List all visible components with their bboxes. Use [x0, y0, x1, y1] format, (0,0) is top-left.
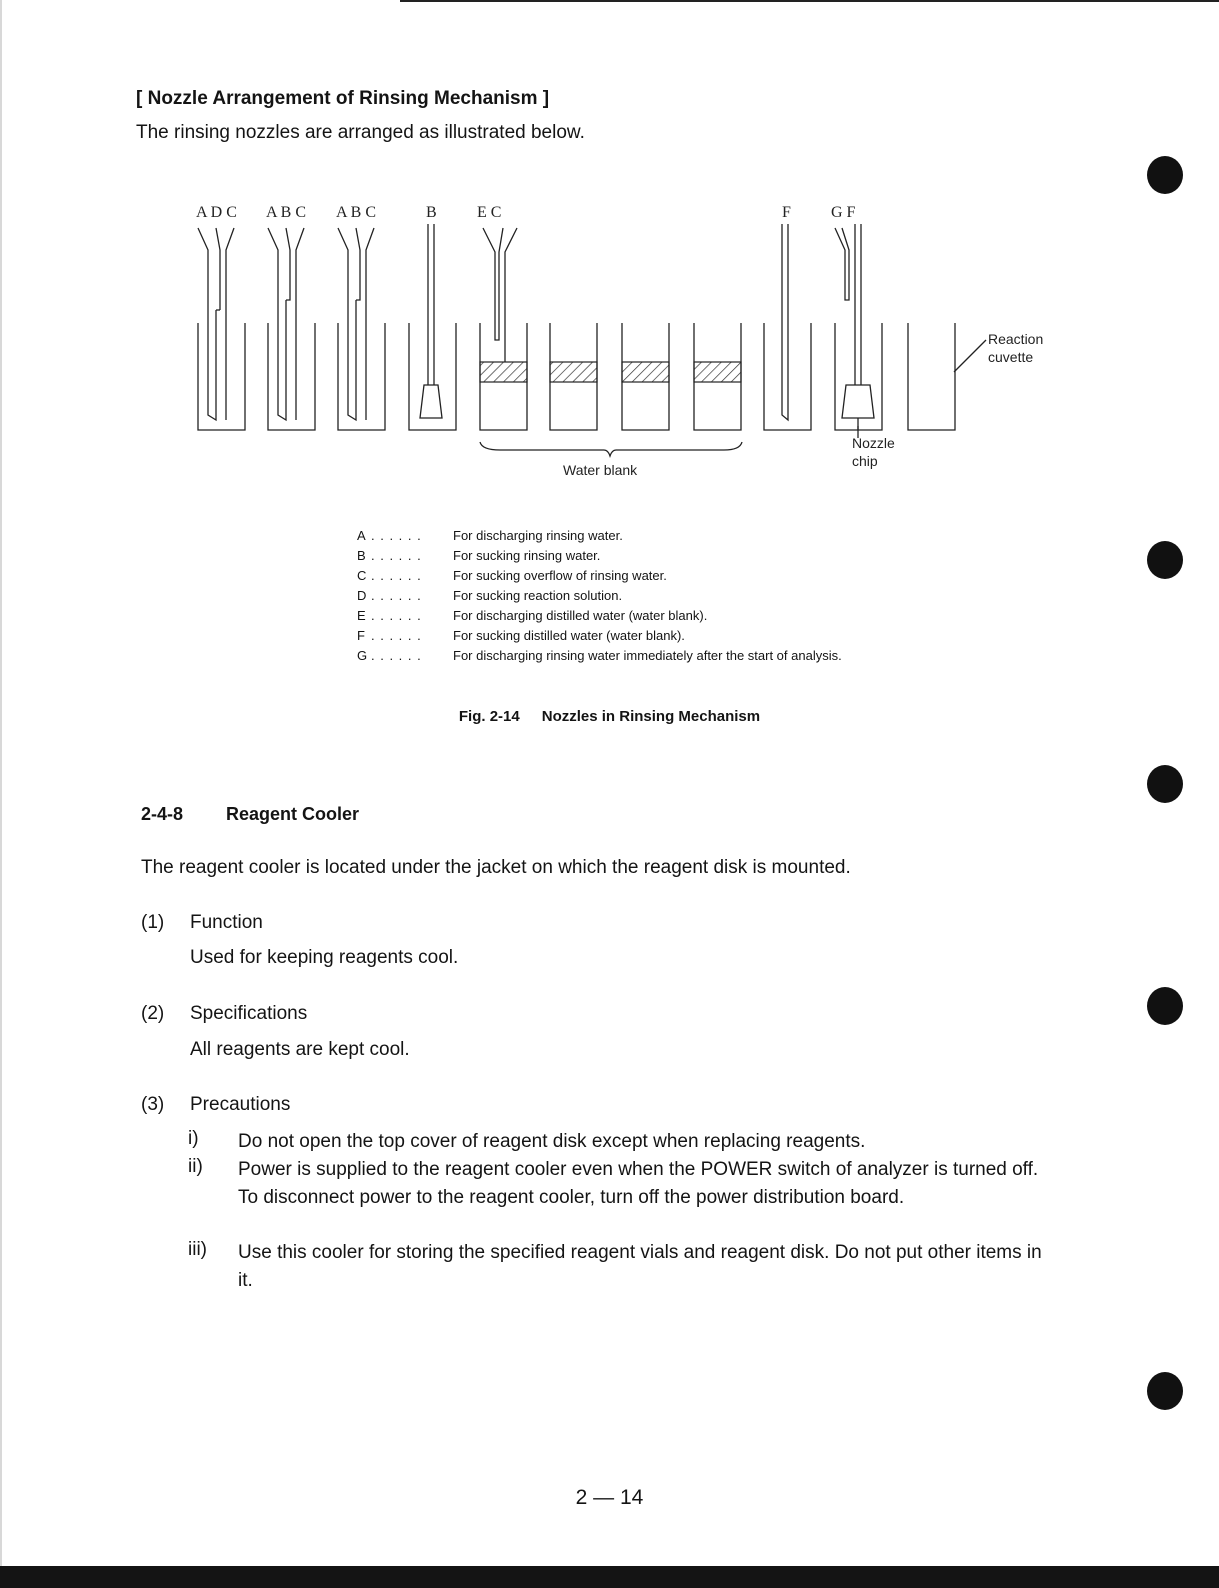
- nozzle-label: F: [782, 204, 791, 221]
- punch-hole: [1147, 987, 1183, 1025]
- subsection-number: 2-4-8: [141, 804, 184, 824]
- intro-paragraph: The reagent cooler is located under the jacket on which the reagent disk is mounted.: [141, 857, 851, 878]
- precaution-text: Use this cooler for storing the specified reagent vials and reagent disk. Do not put other items in it.: [238, 1242, 1042, 1291]
- legend-row: G . . . . . . For discharging rinsing water immediately after the start of analysis.: [357, 648, 842, 663]
- figure-title: Nozzles in Rinsing Mechanism: [541, 708, 761, 725]
- top-rule: [400, 0, 1219, 2]
- precaution-number: ii): [188, 1156, 203, 1177]
- legend-row: D . . . . . . For sucking reaction solution.: [357, 588, 623, 603]
- item-body: All reagents are kept cool.: [190, 1039, 410, 1060]
- reaction-cuvette-label-2: cuvette: [988, 349, 1034, 365]
- item-heading: Function: [190, 912, 263, 933]
- item-heading: Precautions: [190, 1094, 291, 1115]
- precaution-text: Power is supplied to the reagent cooler even when the POWER switch of analyzer is turned off. To disconnect power to the reagent cooler, turn off the power distribution board.: [238, 1159, 1039, 1208]
- section-title: [ Nozzle Arrangement of Rinsing Mechanism ]: [136, 88, 550, 109]
- precaution-text: Do not open the top cover of reagent disk except when replacing reagents.: [238, 1131, 866, 1152]
- page-number: 2 — 14: [575, 1486, 644, 1509]
- nozzle-diagram: [190, 190, 1070, 495]
- punch-hole: [1147, 765, 1183, 803]
- bottom-band: [0, 1566, 1219, 1588]
- punch-hole: [1147, 1372, 1183, 1410]
- punch-hole: [1147, 156, 1183, 194]
- item-body: Used for keeping reagents cool.: [190, 947, 459, 968]
- item-number: (3): [141, 1094, 165, 1115]
- item-number: (2): [141, 1003, 165, 1024]
- item-number: (1): [141, 912, 165, 933]
- punch-hole: [1147, 541, 1183, 579]
- nozzle-label: E C: [477, 204, 502, 221]
- reaction-cuvette-label: Reaction: [988, 331, 1044, 347]
- item-heading: Specifications: [190, 1003, 308, 1024]
- nozzle-legend: [357, 526, 842, 666]
- precaution-number: iii): [188, 1239, 207, 1260]
- intro-text: The rinsing nozzles are arranged as illustrated below.: [136, 122, 585, 143]
- legend-row: F . . . . . . For sucking distilled water (water blank).: [357, 628, 685, 643]
- subsection-title: Reagent Cooler: [226, 804, 360, 824]
- precaution-number: i): [188, 1128, 199, 1149]
- figure-caption: [0, 708, 1219, 725]
- nozzle-chip-label: Nozzle: [852, 435, 895, 451]
- figure-number: Fig. 2-14: [458, 708, 520, 725]
- water-blank-label: Water blank: [563, 462, 638, 478]
- nozzle-label: B: [426, 204, 437, 221]
- nozzle-label: G F: [831, 204, 856, 221]
- legend-row: A . . . . . . For discharging rinsing water.: [357, 528, 623, 543]
- legend-row: E . . . . . . For discharging distilled water (water blank).: [357, 608, 708, 623]
- legend-row: C . . . . . . For sucking overflow of rinsing water.: [357, 568, 667, 583]
- page-edge: [0, 0, 2, 1588]
- nozzle-label: A B C: [266, 204, 307, 221]
- nozzle-label: A D C: [196, 204, 237, 221]
- legend-row: B . . . . . . For sucking rinsing water.: [357, 548, 601, 563]
- nozzle-chip-label-2: chip: [852, 453, 878, 469]
- nozzle-label: A B C: [336, 204, 377, 221]
